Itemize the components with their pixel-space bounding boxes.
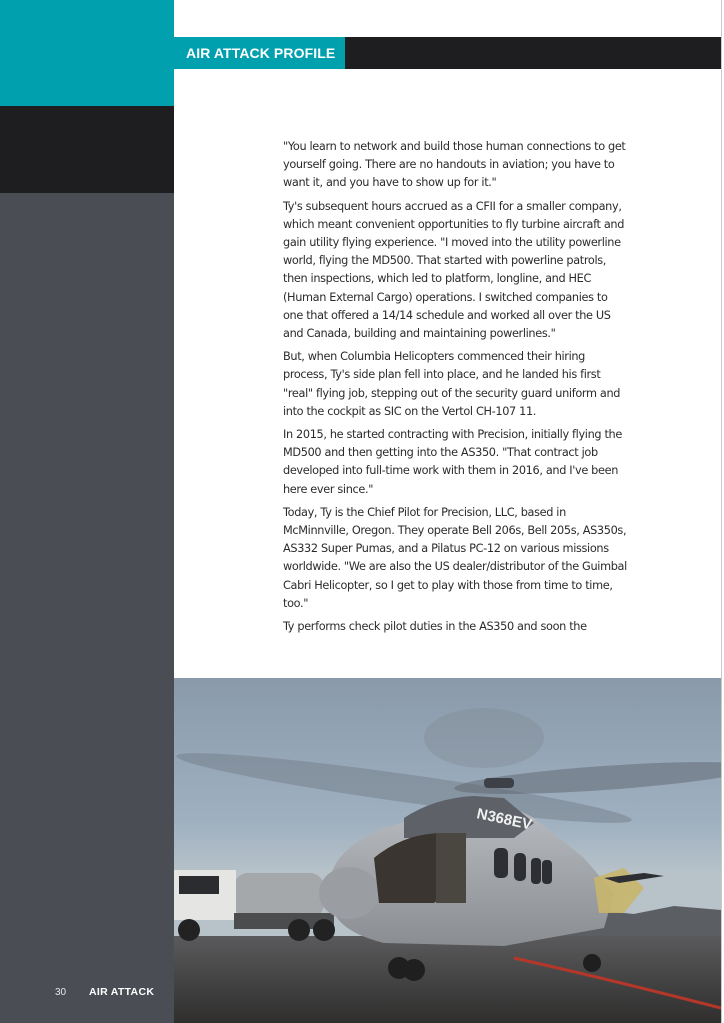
sidebar-grey-block [0, 193, 174, 1023]
article-paragraph: Ty performs check pilot duties in the AS350 and soon the [283, 620, 587, 634]
sidebar-teal-block [0, 0, 174, 106]
article-paragraph: "You learn to network and build those human connections to get yourself going. There are no handouts in aviation; you have to want it, and you have to show up for it." [283, 140, 626, 190]
footer-brand: AIR ATTACK [89, 986, 155, 998]
section-label: AIR ATTACK PROFILE [186, 45, 336, 61]
page-number: 30 [55, 987, 67, 998]
article-paragraph: Ty's subsequent hours accrued as a CFII for a smaller company, which meant convenient opportunities to fly turbine aircraft and gain utility flying experience. "I moved into the utility powerline world, flying the MD500. That started with powerline patrols, then inspections, which led to platform, longline, and HEC (Human External Cargo) operations. I switched companies to one that offered a 14/14 schedule and worked all over the US and Canada, building and maintaining powerlines." [283, 199, 625, 341]
tail-number-text: N368EV [475, 805, 534, 834]
helicopter-photo [174, 678, 721, 1023]
article-body [283, 138, 628, 641]
article-paragraph: Today, Ty is the Chief Pilot for Precision, LLC, based in McMinnville, Oregon. They operate Bell 206s, Bell 205s, AS350s, AS332 Super Pumas, and a Pilatus PC-12 on various missions worldwide. "We are also the US dealer/distributor of the Guimbal Cabri Helicopter, so I get to play with those from time to time, too." [283, 505, 627, 610]
article-paragraph: In 2015, he started contracting with Precision, initially flying the MD500 and then getting into the AS350. "That contract job developed into full-time work with them in 2016, and I've been here ever since." [283, 428, 622, 496]
section-header-tab [174, 37, 345, 69]
article-paragraph: But, when Columbia Helicopters commenced their hiring process, Ty's side plan fell into place, and he landed his first "real" flying job, stepping out of the security guard uniform and into the cockpit as SIC on the Vertol CH-107 11. [283, 350, 621, 418]
sidebar-black-block [0, 106, 174, 193]
page-edge [721, 0, 722, 1023]
